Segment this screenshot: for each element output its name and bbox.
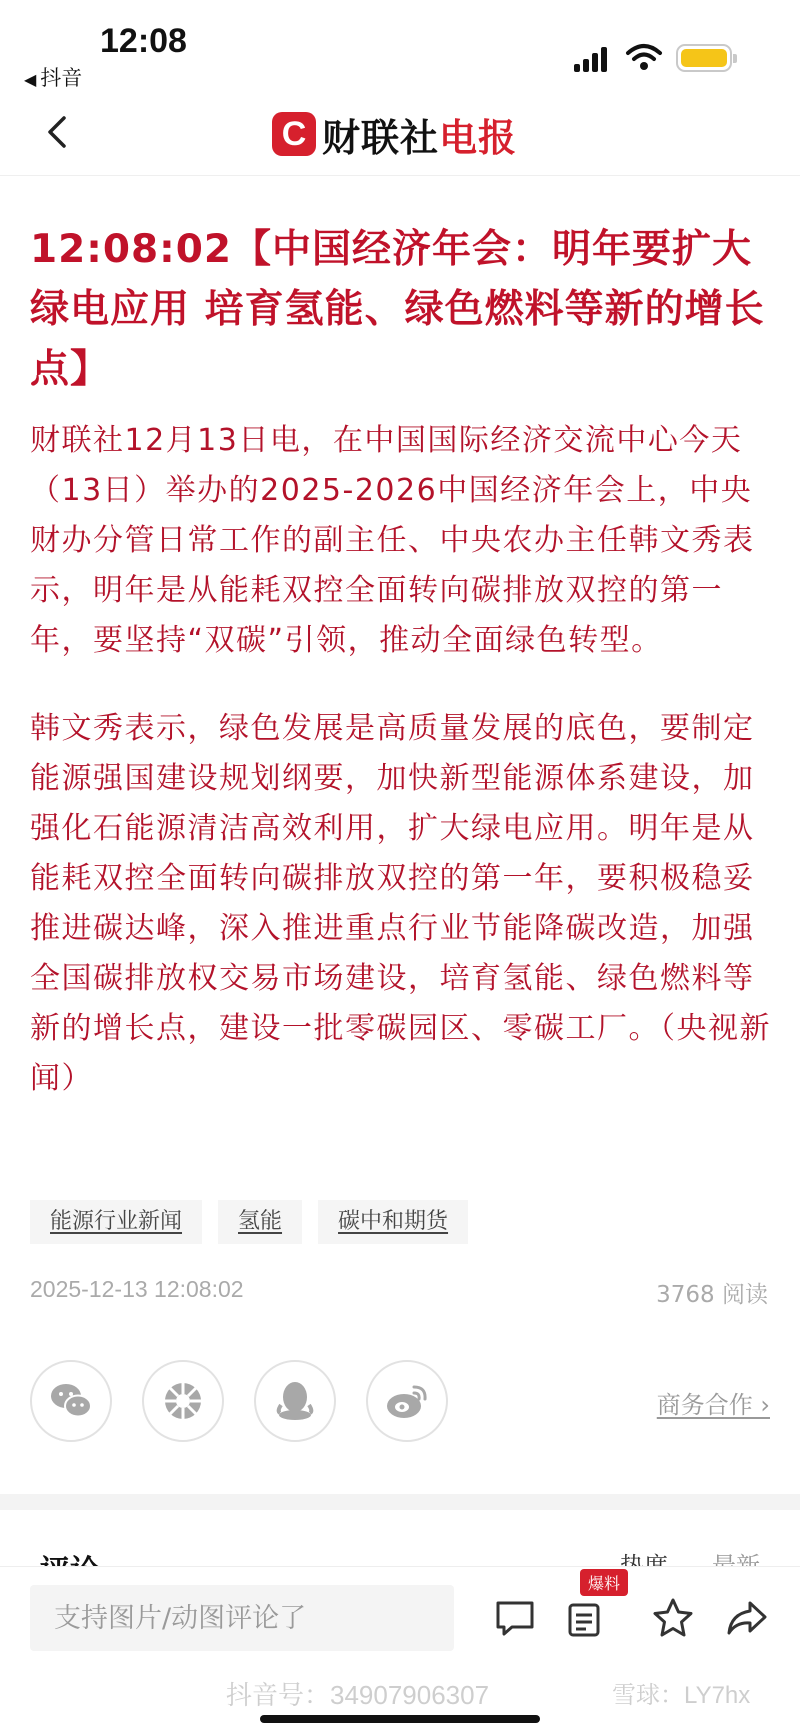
share-moments-button[interactable] bbox=[142, 1360, 224, 1442]
wechat-icon bbox=[49, 1381, 93, 1421]
star-favorite-icon[interactable] bbox=[650, 1595, 696, 1641]
battery-icon bbox=[676, 44, 732, 72]
share-qq-button[interactable] bbox=[254, 1360, 336, 1442]
back-to-app-link[interactable] bbox=[24, 62, 82, 92]
section-divider bbox=[0, 1494, 800, 1510]
brand-header bbox=[272, 110, 517, 158]
status-time: 12:08 bbox=[100, 22, 187, 60]
baoliao-report-icon[interactable] bbox=[562, 1595, 608, 1641]
share-weibo-button[interactable] bbox=[366, 1360, 448, 1442]
tag-carbon-futures[interactable]: 碳中和期货 bbox=[318, 1200, 468, 1244]
weibo-icon bbox=[384, 1381, 430, 1421]
share-wechat-button[interactable] bbox=[30, 1360, 112, 1442]
tag-list bbox=[30, 1200, 468, 1244]
sort-new-tab[interactable] bbox=[712, 1546, 760, 1566]
sort-hot-tab[interactable] bbox=[620, 1546, 668, 1566]
xueqiu-watermark: 雪球：LY7hx bbox=[612, 1682, 751, 1709]
back-chevron-icon[interactable] bbox=[38, 112, 78, 152]
douyin-watermark: 抖音号：34907906307 bbox=[226, 1680, 490, 1710]
comments-heading bbox=[40, 1546, 100, 1566]
read-count: 3768 阅读 bbox=[656, 1282, 768, 1308]
back-app-label: 抖音 bbox=[40, 66, 83, 90]
article-paragraph: 财联社12月13日电，在中国国际经济交流中心今天（13日）举办的2025-2026中国经济年会上，中央财办分管日常工作的副主任、中央农办主任韩文秀表示，明年是从能耗双控全面转向碳排放双控的第一年，要坚持“双碳”引领，推动全面绿色转型。 bbox=[30, 423, 755, 658]
business-cooperation-link[interactable]: 商务合作 › bbox=[656, 1391, 770, 1419]
nav-bar bbox=[0, 92, 800, 176]
status-bar bbox=[0, 0, 800, 92]
share-row bbox=[30, 1360, 448, 1442]
baoliao-badge: 爆料 bbox=[580, 1569, 628, 1596]
comment-input[interactable] bbox=[30, 1585, 454, 1651]
article bbox=[30, 220, 775, 1104]
brand-name-red: 电报 bbox=[439, 115, 518, 160]
article-paragraph: 韩文秀表示，绿色发展是高质量发展的底色，要制定能源强国建设规划纲要，加快新型能源体系建设，加强化石能源清洁高效利用，扩大绿电应用。明年是从能耗双控全面转向碳排放双控的第一年，要积极稳妥推进碳达峰，深入推进重点行业节能降碳改造，加强全国碳排放权交易市场建设，培育氢能、绿色燃料等新的增长点，建设一批零碳园区、零碳工厂。（央视新闻） bbox=[30, 711, 771, 1096]
home-indicator bbox=[260, 1715, 540, 1723]
publish-date: 2025-12-13 12:08:02 bbox=[30, 1276, 244, 1302]
tag-energy-news[interactable]: 能源行业新闻 bbox=[30, 1200, 202, 1244]
brand-name-black: 财联社 bbox=[322, 115, 440, 160]
article-headline: 12:08:02【中国经济年会：明年要扩大绿电应用 培育氢能、绿色燃料等新的增长点】 bbox=[30, 227, 765, 392]
bottom-action-bar bbox=[0, 1566, 800, 1734]
moments-icon bbox=[161, 1379, 205, 1423]
brand-logo: C bbox=[272, 112, 316, 156]
brand-name bbox=[322, 107, 517, 162]
battery-fill bbox=[681, 49, 727, 67]
cellular-signal-icon bbox=[574, 46, 614, 72]
share-arrow-icon[interactable] bbox=[724, 1595, 770, 1641]
back-triangle-icon: ◀ bbox=[24, 70, 37, 89]
wifi-icon bbox=[626, 42, 662, 72]
qq-icon bbox=[276, 1379, 314, 1423]
tag-hydrogen[interactable]: 氢能 bbox=[218, 1200, 302, 1244]
comment-bubble-icon[interactable] bbox=[492, 1595, 538, 1641]
